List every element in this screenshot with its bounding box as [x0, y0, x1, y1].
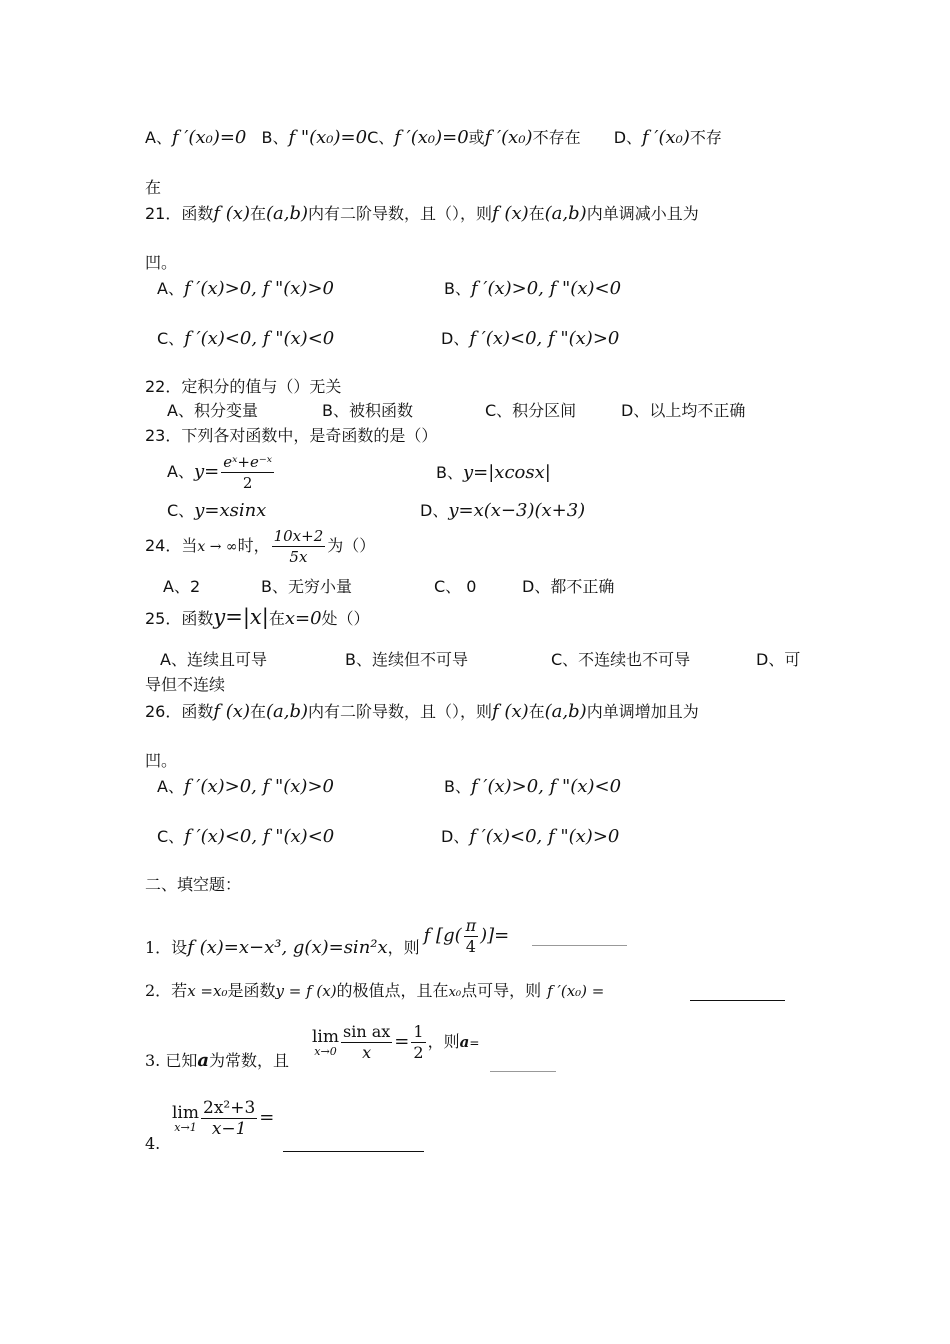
question-number: 25．函数 — [145, 609, 214, 628]
denominator: 5x — [289, 548, 308, 566]
question-number: 2．若 — [145, 981, 188, 1000]
q23-option-d — [420, 500, 585, 522]
q23-option-a — [167, 452, 276, 493]
option-label: A、 — [167, 462, 194, 481]
formula: (a,b) — [544, 701, 587, 722]
q21-option-a — [157, 278, 334, 300]
formula: f ′(x)<0, f "(x)<0 — [184, 826, 335, 847]
option-label: C、 — [367, 128, 395, 147]
question-number: 4. — [145, 1134, 161, 1153]
wrap-text: 凹。 — [145, 253, 178, 272]
numerator: 10x+2 — [273, 527, 324, 545]
formula: x=0 — [284, 608, 322, 629]
text: 内单调增加且为 — [586, 702, 699, 721]
q26-option-a — [157, 776, 334, 798]
composite-formula — [424, 916, 510, 957]
formula: f ′(x)>0, f "(x)>0 — [183, 776, 334, 797]
fill1-line — [145, 916, 509, 959]
formula: y=|xcosx| — [462, 462, 551, 483]
question-number: 24．当 — [145, 536, 198, 555]
formula: f ′(x₀) — [642, 127, 690, 148]
text: 不存 — [689, 128, 722, 147]
limit — [312, 1028, 339, 1058]
answer-blank[interactable] — [690, 986, 785, 1001]
q26-option-d — [441, 826, 619, 848]
option-label: B、 — [444, 777, 471, 796]
text: 在 — [528, 204, 545, 223]
text: 不存在 — [532, 128, 581, 147]
q22-option-d: D、以上均不正确 — [621, 401, 746, 420]
question-number: 21． — [145, 204, 182, 223]
formula: a — [197, 1050, 210, 1071]
q22-option-b: B、被积函数 — [322, 401, 413, 420]
limit-subscript: x→1 — [174, 1120, 197, 1134]
q26-option-c — [157, 826, 334, 848]
option-label: D、 — [613, 128, 643, 147]
denominator: 2 — [242, 474, 253, 492]
formula: = — [394, 1031, 410, 1052]
fraction — [272, 526, 326, 567]
denominator: x−1 — [211, 1119, 247, 1139]
formula: f (x) — [213, 203, 250, 224]
q23-option-c — [167, 500, 266, 522]
formula: y=|x| — [213, 605, 269, 629]
option-label: B、 — [444, 279, 471, 298]
fraction — [201, 1098, 257, 1139]
question-number: 3. 已知 — [145, 1051, 198, 1070]
option-label: A、 — [157, 777, 184, 796]
text: 内有二阶导数，且（），则 — [308, 204, 493, 223]
limit-word: lim — [312, 1026, 339, 1047]
formula: (a,b) — [266, 701, 309, 722]
q21-option-c — [157, 328, 334, 350]
q24-option-c: C、 0 — [434, 577, 477, 596]
formula: x → ∞ — [197, 539, 238, 555]
text: 函数 — [181, 204, 214, 223]
formula: f (x) — [213, 701, 250, 722]
option-label: B、 — [261, 128, 289, 147]
numerator: π — [465, 916, 477, 935]
q25-stem — [145, 606, 370, 630]
q23-stem: 23．下列各对函数中，是奇函数的是（） — [145, 426, 438, 445]
denominator: x — [362, 1043, 372, 1062]
q22-option-a: A、积分变量 — [167, 401, 258, 420]
denominator: 4 — [465, 937, 476, 956]
option-label: C、 — [157, 827, 185, 846]
section-heading: 二、填空题： — [145, 875, 242, 894]
text: 在 — [249, 702, 266, 721]
formula: f ′(x₀) = — [547, 982, 605, 1000]
formula: y = f (x) — [275, 982, 337, 1000]
limit-word: lim — [172, 1102, 199, 1123]
formula: x =x₀ — [187, 982, 228, 1000]
formula: )]= — [480, 925, 510, 946]
formula: f ′(x)>0, f "(x)<0 — [470, 278, 622, 299]
option-label: C、 — [157, 329, 185, 348]
text: 内有二阶导数，且（），则 — [308, 702, 493, 721]
q21-option-d — [441, 328, 619, 350]
text: 处（） — [321, 609, 370, 628]
formula: y=xsinx — [194, 500, 267, 521]
fill4-limit — [172, 1098, 274, 1139]
formula: f [g( — [423, 925, 462, 946]
text: 或 — [468, 128, 485, 147]
text: 内单调减小且为 — [586, 204, 699, 223]
answer-blank[interactable] — [490, 1057, 556, 1072]
wrap-text: 导但不连续 — [145, 675, 226, 694]
option-label: D、 — [420, 501, 449, 520]
q24-option-a: A、2 — [163, 577, 201, 596]
formula: f ′(x)<0, f "(x)>0 — [469, 328, 620, 349]
wrap-text: 凹。 — [145, 751, 178, 770]
q21-option-b — [444, 278, 621, 300]
fill2-line — [145, 980, 604, 1004]
q23-option-b — [436, 462, 551, 484]
formula: f ′(x)<0, f "(x)<0 — [184, 328, 335, 349]
option-label: A、 — [157, 279, 184, 298]
q25-option-b: B、连续但不可导 — [345, 650, 468, 669]
text: 函数 — [181, 702, 214, 721]
formula: f (x)=x−x³, g(x)=sin²x — [187, 937, 388, 958]
formula: x₀ — [448, 985, 462, 1000]
numerator: 2x²+3 — [203, 1098, 256, 1118]
answer-blank[interactable] — [532, 931, 627, 946]
formula: f ′(x)>0, f "(x)>0 — [183, 278, 334, 299]
formula: f ′(x₀) — [484, 127, 533, 148]
q25-option-c: C、不连续也不可导 — [551, 650, 691, 669]
formula: (a,b) — [266, 203, 309, 224]
formula: a — [459, 1033, 470, 1051]
formula: = — [469, 1036, 480, 1050]
formula: f "(x₀)=0 — [288, 127, 368, 148]
limit — [172, 1104, 199, 1134]
fill3-limit — [312, 1022, 479, 1063]
fraction — [411, 1022, 425, 1063]
formula: (a,b) — [544, 203, 587, 224]
text: ，则 — [387, 938, 420, 957]
q24-stem — [145, 526, 375, 567]
text: 时， — [237, 536, 270, 555]
fraction — [464, 916, 479, 957]
option-label: C、 — [167, 501, 195, 520]
q25-option-d: D、可 — [756, 650, 801, 669]
formula: f ′(x₀)=0 — [171, 127, 247, 148]
q24-option-d: D、都不正确 — [522, 577, 615, 596]
text: 为（） — [327, 536, 376, 555]
text: 在 — [528, 702, 545, 721]
formula: y= — [193, 461, 220, 482]
option-label: D、 — [441, 827, 470, 846]
numerator: 1 — [413, 1022, 424, 1041]
q22-option-c: C、积分区间 — [485, 401, 577, 420]
question-number: 26． — [145, 702, 182, 721]
formula: f ′(x)>0, f "(x)<0 — [470, 776, 622, 797]
question-number: 1．设 — [145, 938, 188, 957]
q22-stem: 22．定积分的值与（）无关 — [145, 377, 342, 396]
formula: y=x(x−3)(x+3) — [448, 500, 586, 521]
denominator: 2 — [413, 1043, 424, 1062]
q25-option-a: A、连续且可导 — [160, 650, 267, 669]
answer-blank[interactable] — [283, 1137, 424, 1152]
q26-stem — [145, 701, 699, 723]
formula: f (x) — [492, 203, 529, 224]
text: 在 — [249, 204, 266, 223]
text: 的极值点，且在 — [336, 981, 449, 1000]
text: 为常数，且 — [209, 1051, 290, 1070]
formula: = — [259, 1107, 275, 1128]
numerator: eˣ+e⁻ˣ — [223, 453, 273, 471]
fill3-line — [145, 1050, 289, 1072]
text: ，则 — [427, 1032, 460, 1051]
q24-option-b: B、无穷小量 — [261, 577, 352, 596]
option-label: A、 — [145, 128, 172, 147]
formula: f (x) — [492, 701, 529, 722]
text: 点可导，则 — [461, 981, 542, 1000]
q21-stem — [145, 203, 699, 225]
option-label: D、 — [441, 329, 470, 348]
fraction — [341, 1022, 392, 1063]
q26-option-b — [444, 776, 621, 798]
numerator: sin ax — [343, 1022, 391, 1041]
text: 是函数 — [227, 981, 276, 1000]
formula: f ′(x₀)=0 — [394, 127, 469, 148]
q20-options-line — [145, 127, 722, 149]
limit-subscript: x→0 — [314, 1044, 337, 1058]
option-label: B、 — [436, 463, 463, 482]
wrap-text: 在 — [145, 178, 162, 197]
formula: f ′(x)<0, f "(x)>0 — [469, 826, 620, 847]
fraction — [221, 452, 274, 493]
text: 在 — [268, 609, 285, 628]
